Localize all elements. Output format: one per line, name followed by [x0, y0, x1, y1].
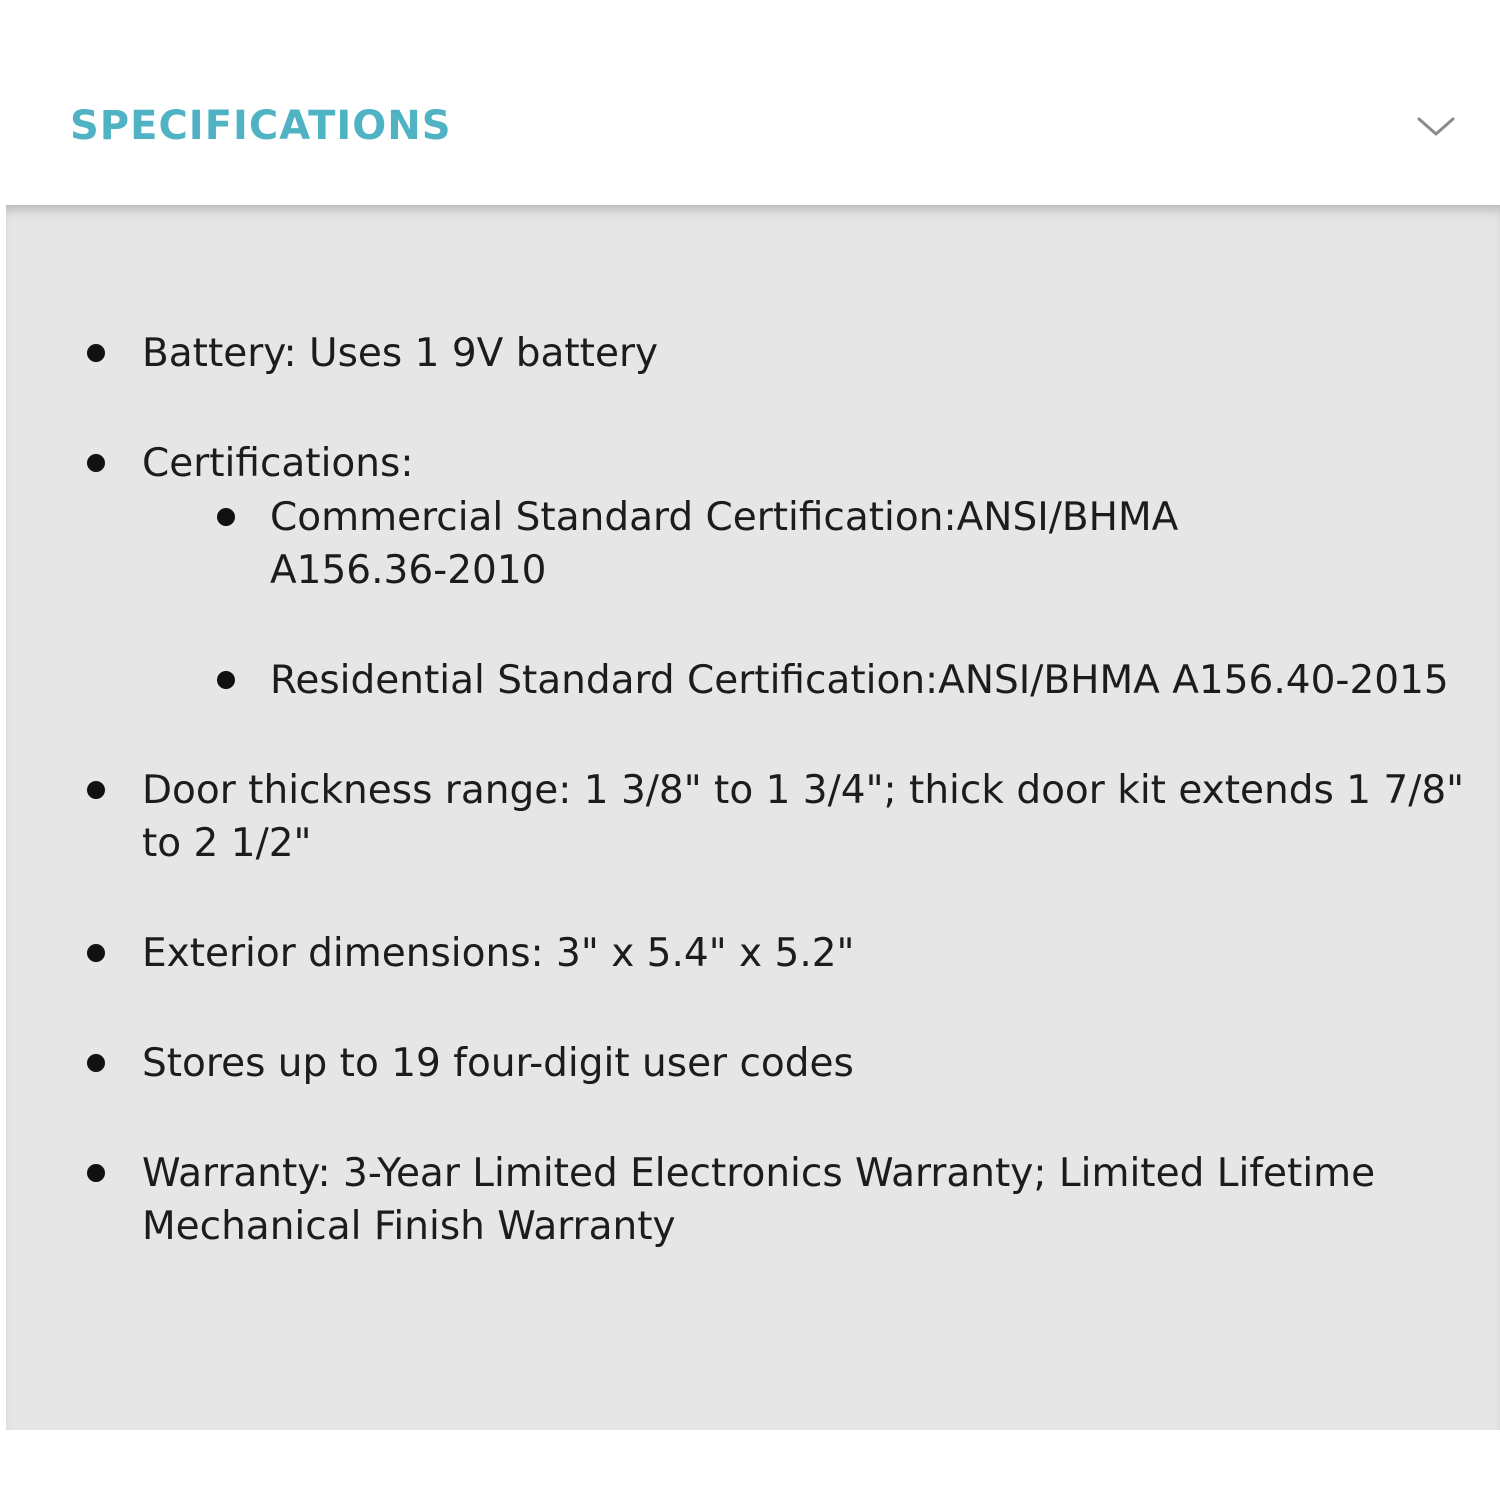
spec-text: Warranty: 3-Year Limited Electronics Warranty; Limited Lifetime — [142, 1151, 1376, 1196]
spec-text: to 2 1/2" — [142, 821, 312, 866]
bullet-icon — [87, 1164, 105, 1182]
bullet-icon — [87, 944, 105, 962]
spec-text: Stores up to 19 four-digit user codes — [142, 1041, 854, 1086]
accordion-title: SPECIFICATIONS — [70, 103, 452, 149]
chevron-down-icon[interactable] — [1416, 114, 1456, 140]
spec-text: Door thickness range: 1 3/8" to 1 3/4"; thick door kit extends 1 7/8" — [142, 768, 1465, 813]
specifications-accordion-header[interactable] — [0, 0, 1500, 205]
bullet-icon — [87, 454, 105, 472]
spec-text: Mechanical Finish Warranty — [142, 1204, 676, 1249]
sub-item-text: Residential Standard Certification:ANSI/BHMA A156.40-2015 — [270, 658, 1449, 703]
spec-text: Exterior dimensions: 3" x 5.4" x 5.2" — [142, 931, 855, 976]
spec-text: Battery: Uses 1 9V battery — [142, 331, 659, 376]
sub-item-text: Commercial Standard Certification:ANSI/BHMA — [270, 495, 1179, 540]
sub-item-text: A156.36-2010 — [270, 548, 547, 593]
bullet-icon — [87, 344, 105, 362]
bullet-icon — [87, 781, 105, 799]
bullet-icon — [217, 671, 235, 689]
specifications-panel — [6, 205, 1500, 1430]
spec-text: Certifications: — [142, 441, 414, 486]
bullet-icon — [87, 1054, 105, 1072]
bullet-icon — [217, 508, 235, 526]
